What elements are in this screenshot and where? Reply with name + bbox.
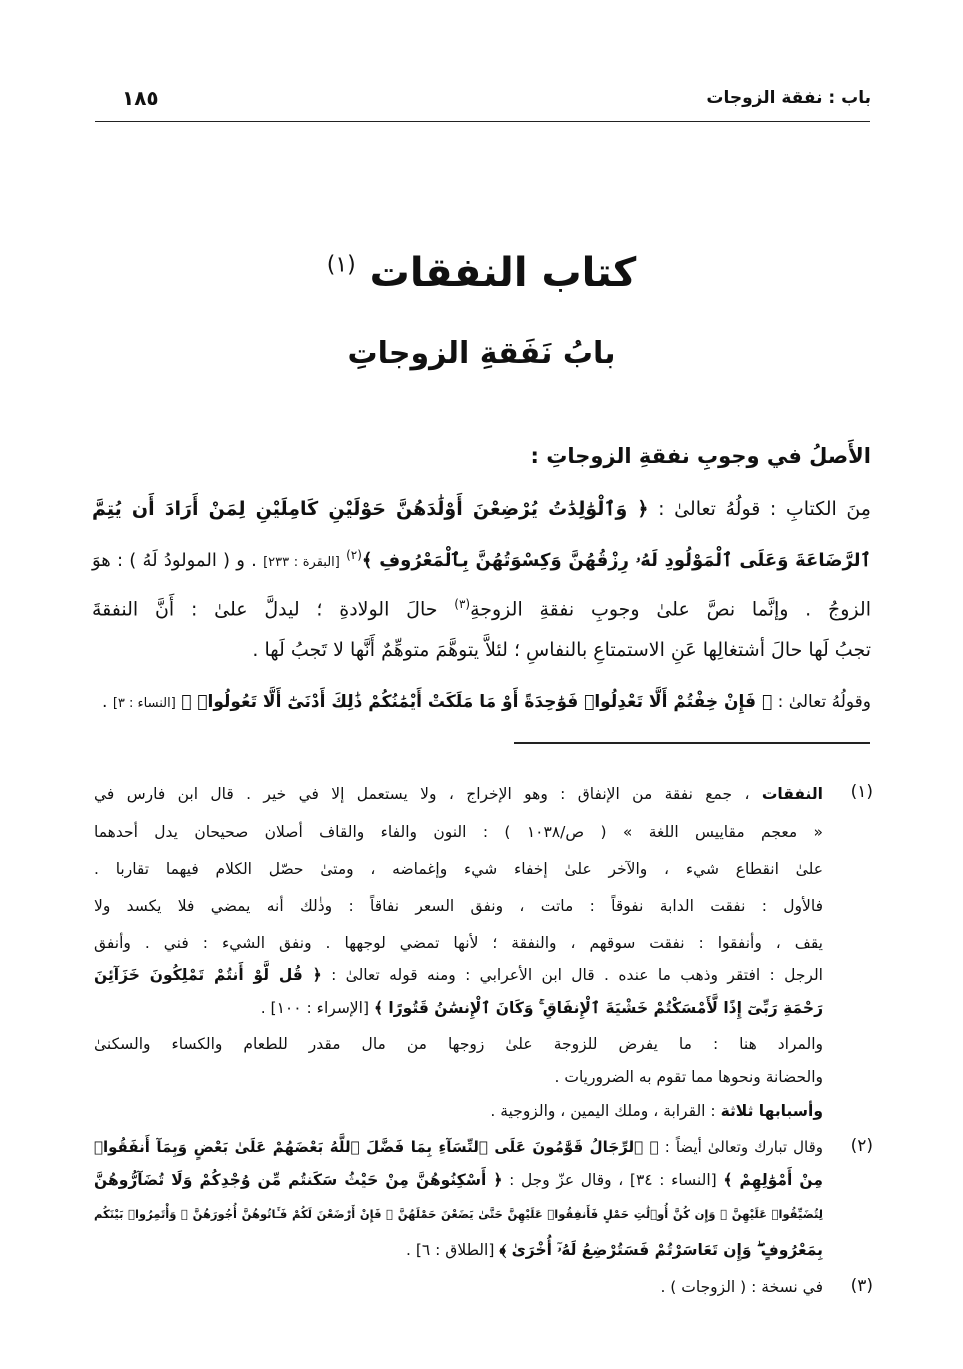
footnote-2-line-1 xyxy=(94,1133,823,1161)
footnote-1-line-6 xyxy=(94,961,823,989)
verse-reference: [الطلاق : ٦] . xyxy=(406,1241,495,1259)
footnote-2-line-2 xyxy=(94,1166,823,1194)
footnote-3-number: (٣) xyxy=(850,1276,873,1296)
body-line-3 xyxy=(92,588,871,625)
quran-verse: مِنْ أَمْوَٰلِهِمْ ﴾ xyxy=(723,1171,823,1189)
book-title-text: كتاب النفقات xyxy=(369,250,637,296)
footnote-2-number: (٢) xyxy=(850,1136,873,1156)
footnote-headword: النفقات xyxy=(761,785,823,803)
footnote-headword: وأسبابها ثلاثة xyxy=(720,1102,823,1120)
verse-reference: [البقرة : ٢٣٣] xyxy=(263,555,340,570)
book-title-footnote-mark: (١) xyxy=(326,252,356,278)
footnote-text: ، جمع نفقة من الإنفاق : وهو الإخراج ، ولا يستعمل إلا في خير . قال ابن فارس في xyxy=(94,785,750,803)
chapter-title: بابُ نَفَقةِ الزوجاتِ xyxy=(347,336,616,371)
footnote-text: [النساء : ٣٤] ، وقال عزّ وجل : xyxy=(509,1171,717,1189)
quran-verse: ٱلرَّضَاعَةَ وَعَلَى ٱلْمَوْلُودِ لَهُۥ رِزْقُهُنَّ وَكِسْوَتُهُنَّ بِٱلْمَعْرُوفِ ﴾ xyxy=(361,550,872,571)
footnote-1-line-4: فالأول : نفقت الدابة نفوقاً : ماتت ، ونفق السعر نفاقاً : وذٰلك أنه يمضي فلا يكسد ولا xyxy=(94,897,823,915)
body-line-2 xyxy=(92,539,871,579)
header-rule xyxy=(95,121,870,122)
body-text: حالَ الولادةِ ؛ ليدلَّ علىٰ : أَنَّ النفقةَ xyxy=(92,598,438,621)
footnote-1-line-7 xyxy=(94,994,823,1022)
footnote-text: : القرابة ، وملك اليمين ، والزوجية . xyxy=(490,1102,716,1120)
quran-verse: ﴿ أَسْكِنُوهُنَّ مِنْ حَيْثُ سَكَنتُم مِّن وُجْدِكُمْ وَلَا تُضَآرُّوهُنَّ xyxy=(94,1171,503,1189)
body-text: مِنَ الكتابِ : قولُهُ تعالىٰ : xyxy=(658,498,871,520)
footnote-1-line-8: والمراد هنا : ما يفرض للزوجة علىٰ زوجها من مال مقدر للطعام والكساء والسكنىٰ xyxy=(94,1035,823,1053)
footnote-mark: (٣) xyxy=(454,597,471,611)
footnote-1-line-5: يقف ، وأنفقوا : نفقت سوقهم ، والنفقة ؛ لأنها تمضي لوجهها . ونفق الشيء : فني . وأنفق xyxy=(94,934,823,952)
quran-verse: لِتُضَيِّقُوا۟ عَلَيْهِنَّ ۚ وَإِن كُنَّ أُو۟لَٰتِ حَمْلٍ فَأَنفِقُوا۟ عَلَيْهِنَّ حَتَّىٰ يَضَعْنَ حَمْلَهُنَّ ۚ فَإِنْ أَرْضَعْنَ لَكُمْ فَـَٔاتُوهُنَّ أُجُورَهُنَّ ۖ وَأْتَمِرُوا۟ بَيْنَكُم xyxy=(94,1207,823,1221)
footnote-1-line-1 xyxy=(94,780,823,808)
body-line-4: تجبُ لَها حالَ أشتغالِها عَنِ الاستمتاعِ بالنفاسِ ؛ لئلاَّ يتوهَّمَ متوهِّمٌ أَنَّها لا تَجبُ لَها . xyxy=(252,639,871,661)
footnote-mark: (٢) xyxy=(346,548,362,562)
footnote-2-line-3 xyxy=(94,1200,823,1228)
verse-reference: [النساء : ٣] xyxy=(112,696,176,711)
body-text: وقولُهُ تعالىٰ : xyxy=(777,692,871,712)
body-text: . xyxy=(102,692,108,712)
footnote-1-line-3: علىٰ انقطاع شيء ، والآخر علىٰ إخفاء شيء وإغماضه ، ومتىٰ حصّل الكلام فيهما تقاربا . xyxy=(94,860,823,878)
footnote-separator xyxy=(514,742,870,744)
footnote-1-line-9: والحضانة ونحوها مما تقوم به الضروريات . xyxy=(554,1068,823,1086)
book-title xyxy=(0,250,963,296)
section-heading: الأَصلُ في وجوبِ نفقةِ الزوجاتِ : xyxy=(530,444,871,468)
quran-verse: ﴿ قُل لَّوْ أَنتُمْ تَمْلِكُونَ خَزَآئِنَ xyxy=(94,966,322,984)
quran-verse: ﴿ ٱلرِّجَالُ قَوَّٰمُونَ عَلَى ٱلنِّسَآءِ بِمَا فَضَّلَ ٱللَّهُ بَعْضَهُمْ عَلَىٰ بَعْضٍ وَبِمَآ أَنفَقُوا۟ xyxy=(94,1138,659,1156)
verse-reference: [الإسراء : ١٠٠] . xyxy=(260,999,369,1017)
quran-verse: ﴿ وَٱلْوَٰلِدَٰتُ يُرْضِعْنَ أَوْلَٰدَهُنَّ حَوْلَيْنِ كَامِلَيْنِ لِمَنْ أَرَادَ أَن يُتِمَّ xyxy=(92,498,649,520)
footnote-1-number: (١) xyxy=(850,782,873,802)
footnote-text: وقال تبارك وتعالىٰ أيضاً : xyxy=(664,1138,823,1156)
footnote-1-line-10 xyxy=(94,1097,823,1125)
footnote-1-line-2: « معجم مقاييس اللغة » ( ص/١٠٣٨ ) : النون والفاء والقاف أصلان صحيحان يدل أحدهما xyxy=(94,823,823,841)
body-line-1 xyxy=(92,493,871,525)
quran-verse: بِمَعْرُوفٍ ۖ وَإِن تَعَاسَرْتُمْ فَسَتُرْضِعُ لَهُۥٓ أُخْرَىٰ ﴾ xyxy=(499,1241,823,1259)
page-number: ١٨٥ xyxy=(122,86,159,110)
footnote-3-line-1: في نسخة : ( الزوجات ) . xyxy=(660,1278,823,1296)
body-text: . و ( المولودُ لَهُ ) : هوَ xyxy=(92,550,257,571)
quran-verse: رَحْمَةِ رَبِّىٓ إِذًا لَّأَمْسَكْتُمْ خَشْيَةَ ٱلْإِنفَاقِ ۚ وَكَانَ ٱلْإِنسَٰنُ قَتُورًا ﴾ xyxy=(373,999,823,1017)
quran-verse: ﴿ فَإِنْ خِفْتُمْ أَلَّا تَعْدِلُوا۟ فَوَٰحِدَةً أَوْ مَا مَلَكَتْ أَيْمَٰنُكُمْ ذَٰلِكَ أَدْنَىٰٓ أَلَّا تَعُولُوا۟ ﴾ xyxy=(181,692,773,712)
running-header-section: باب : نفقة الزوجات xyxy=(706,88,871,108)
footnote-2-line-4 xyxy=(94,1236,823,1264)
footnote-text: الرجل : افتقر وذهب ما عنده . قال ابن الأعرابي : ومنه قوله تعالىٰ : xyxy=(331,966,823,984)
body-text: الزوجُ . وإنَّما نصَّ علىٰ وجوبِ نفقةِ الزوجةِ xyxy=(470,598,871,621)
body-line-5 xyxy=(92,686,871,720)
